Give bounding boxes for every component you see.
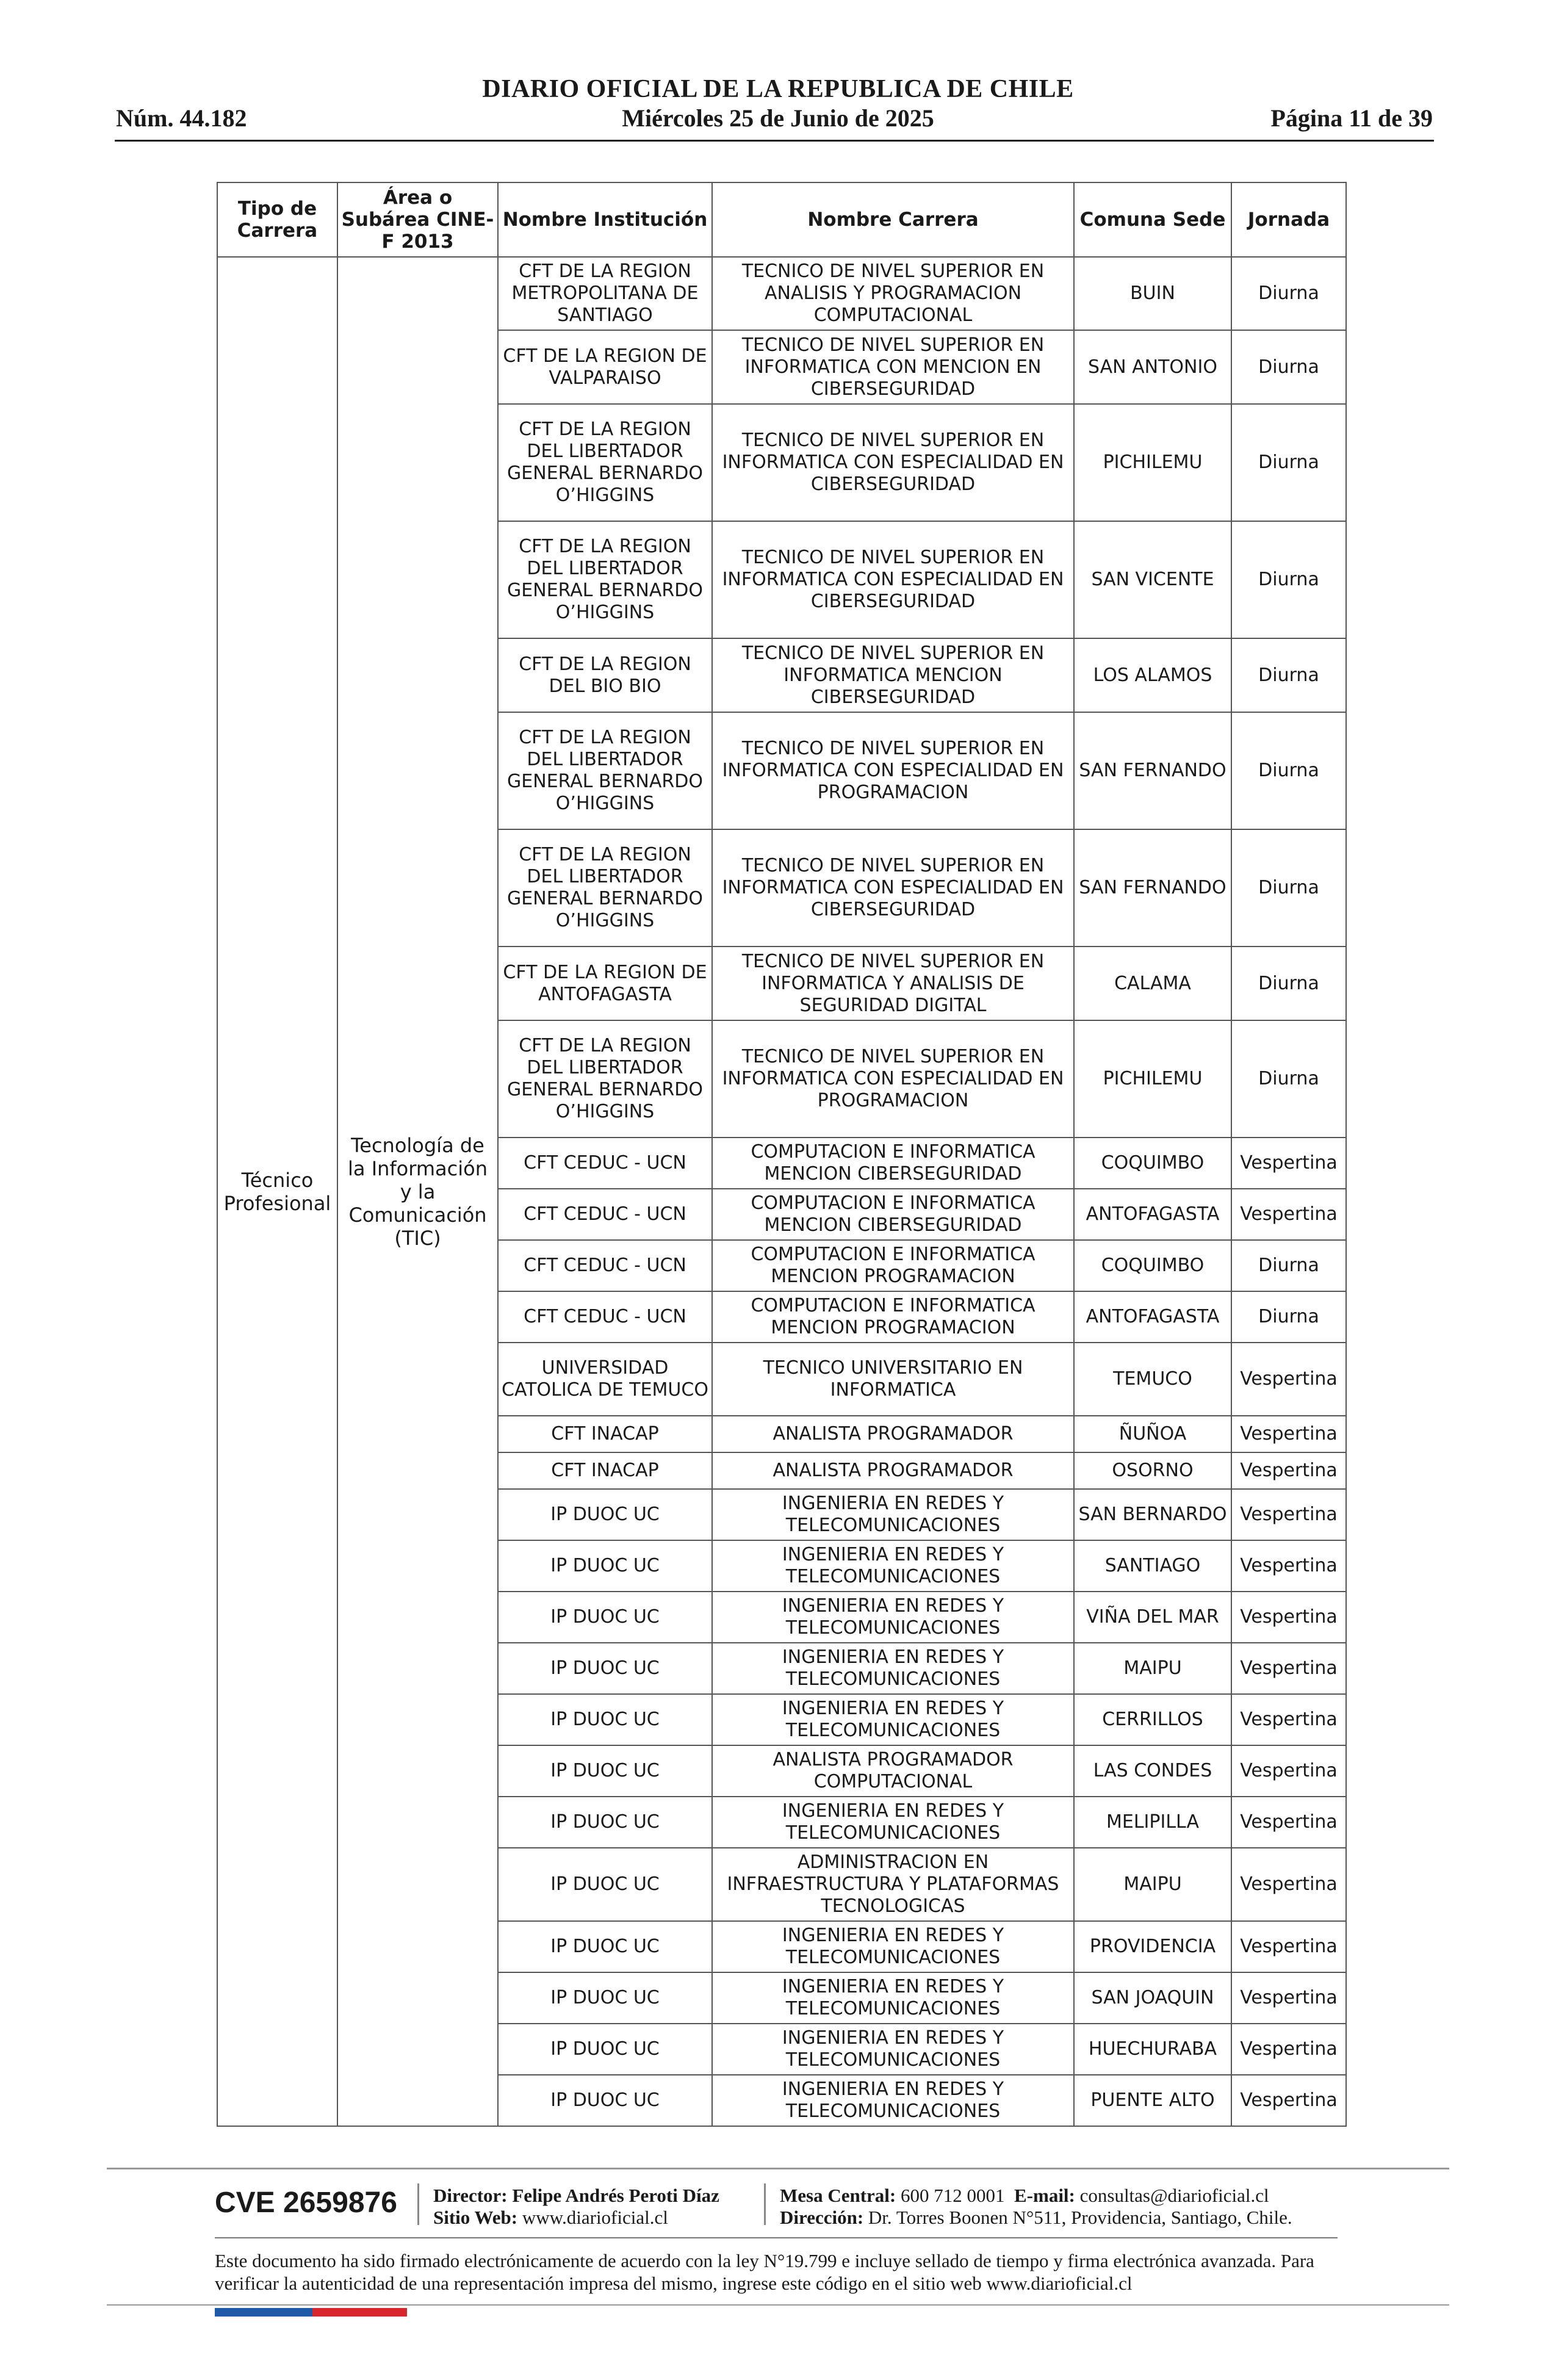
institucion-cell: IP DUOC UC (498, 1540, 712, 1592)
institucion-cell: IP DUOC UC (498, 1489, 712, 1540)
comuna-cell: VIÑA DEL MAR (1074, 1592, 1231, 1643)
comuna-cell: MAIPU (1074, 1848, 1231, 1921)
institucion-cell: IP DUOC UC (498, 2024, 712, 2075)
jornada-cell: Diurna (1231, 257, 1346, 330)
footer-contact-block (780, 2185, 1292, 2229)
carrera-cell: COMPUTACION E INFORMATICA MENCION CIBERSEGURIDAD (712, 1138, 1074, 1189)
institucion-cell: CFT CEDUC - UCN (498, 1291, 712, 1343)
email-label: E-mail: (1014, 2185, 1075, 2206)
web-label: Sitio Web: (433, 2207, 518, 2228)
issue-date: Miércoles 25 de Junio de 2025 (622, 104, 934, 132)
comuna-cell: SAN FERNANDO (1074, 829, 1231, 947)
direccion-text: Dr. Torres Boonen N°511, Providencia, Santiago, Chile. (868, 2207, 1292, 2228)
institucion-cell: IP DUOC UC (498, 1848, 712, 1921)
jornada-cell: Vespertina (1231, 1489, 1346, 1540)
institucion-cell: IP DUOC UC (498, 1694, 712, 1745)
carrera-cell: INGENIERIA EN REDES Y TELECOMUNICACIONES (712, 1489, 1074, 1540)
institucion-cell: CFT DE LA REGION DEL BIO BIO (498, 638, 712, 712)
jornada-cell: Vespertina (1231, 1643, 1346, 1694)
footer-divider (417, 2183, 419, 2225)
mesa-label: Mesa Central: (780, 2185, 896, 2206)
carrera-cell: COMPUTACION E INFORMATICA MENCION PROGRAMACION (712, 1291, 1074, 1343)
jornada-cell: Vespertina (1231, 2075, 1346, 2126)
col-header-carrera: Nombre Carrera (712, 182, 1074, 257)
jornada-cell: Vespertina (1231, 1343, 1346, 1416)
col-header-jornada: Jornada (1231, 182, 1346, 257)
jornada-cell: Vespertina (1231, 1694, 1346, 1745)
comuna-cell: PICHILEMU (1074, 404, 1231, 521)
institucion-cell: CFT INACAP (498, 1452, 712, 1489)
carrera-cell: INGENIERIA EN REDES Y TELECOMUNICACIONES (712, 1921, 1074, 1972)
institucion-cell: IP DUOC UC (498, 1921, 712, 1972)
carrera-cell: COMPUTACION E INFORMATICA MENCION CIBERSEGURIDAD (712, 1189, 1074, 1240)
comuna-cell: PROVIDENCIA (1074, 1921, 1231, 1972)
jornada-cell: Vespertina (1231, 1416, 1346, 1452)
carrera-cell: ANALISTA PROGRAMADOR COMPUTACIONAL (712, 1745, 1074, 1797)
footer-rule (107, 2168, 1449, 2169)
comuna-cell: SAN FERNANDO (1074, 712, 1231, 829)
institucion-cell: CFT DE LA REGION DEL LIBERTADOR GENERAL BERNARDO O’HIGGINS (498, 829, 712, 947)
comuna-cell: COQUIMBO (1074, 1138, 1231, 1189)
comuna-cell: OSORNO (1074, 1452, 1231, 1489)
comuna-cell: SAN VICENTE (1074, 521, 1231, 638)
footer-director-block (433, 2185, 719, 2229)
jornada-cell: Vespertina (1231, 1745, 1346, 1797)
comuna-cell: LOS ALAMOS (1074, 638, 1231, 712)
director-label: Director: (433, 2185, 508, 2206)
carrera-cell: INGENIERIA EN REDES Y TELECOMUNICACIONES (712, 2024, 1074, 2075)
col-header-area: Área o Subárea CINE-F 2013 (337, 182, 498, 257)
comuna-cell: BUIN (1074, 257, 1231, 330)
carrera-cell: COMPUTACION E INFORMATICA MENCION PROGRAMACION (712, 1240, 1074, 1291)
careers-table (217, 182, 1347, 2127)
carrera-cell: INGENIERIA EN REDES Y TELECOMUNICACIONES (712, 1694, 1074, 1745)
institucion-cell: CFT CEDUC - UCN (498, 1138, 712, 1189)
jornada-cell: Vespertina (1231, 1921, 1346, 1972)
email-link[interactable]: consultas@diarioficial.cl (1079, 2185, 1269, 2206)
jornada-cell: Diurna (1231, 404, 1346, 521)
director-name: Felipe Andrés Peroti Díaz (512, 2185, 719, 2206)
institucion-cell: CFT CEDUC - UCN (498, 1189, 712, 1240)
table-header-row (217, 182, 1346, 257)
carrera-cell: TECNICO DE NIVEL SUPERIOR EN INFORMATICA CON ESPECIALIDAD EN CIBERSEGURIDAD (712, 521, 1074, 638)
institucion-cell: IP DUOC UC (498, 1797, 712, 1848)
institucion-cell: CFT DE LA REGION DEL LIBERTADOR GENERAL BERNARDO O’HIGGINS (498, 404, 712, 521)
footer-rule (107, 2304, 1449, 2306)
tipo-carrera-cell: Técnico Profesional (217, 257, 337, 2126)
carrera-cell: TECNICO DE NIVEL SUPERIOR EN INFORMATICA CON MENCION EN CIBERSEGURIDAD (712, 330, 1074, 404)
table-row (217, 257, 1346, 330)
comuna-cell: PICHILEMU (1074, 1020, 1231, 1138)
carrera-cell: TECNICO DE NIVEL SUPERIOR EN INFORMATICA CON ESPECIALIDAD EN CIBERSEGURIDAD (712, 829, 1074, 947)
comuna-cell: SAN JOAQUIN (1074, 1972, 1231, 2024)
jornada-cell: Diurna (1231, 638, 1346, 712)
jornada-cell: Diurna (1231, 330, 1346, 404)
web-link[interactable]: www.diarioficial.cl (522, 2207, 668, 2228)
direccion-label: Dirección: (780, 2207, 864, 2228)
institucion-cell: CFT CEDUC - UCN (498, 1240, 712, 1291)
header-rule (115, 140, 1434, 142)
comuna-cell: PUENTE ALTO (1074, 2075, 1231, 2126)
carrera-cell: INGENIERIA EN REDES Y TELECOMUNICACIONES (712, 1592, 1074, 1643)
carrera-cell: INGENIERIA EN REDES Y TELECOMUNICACIONES (712, 1797, 1074, 1848)
jornada-cell: Diurna (1231, 1020, 1346, 1138)
institucion-cell: IP DUOC UC (498, 1972, 712, 2024)
jornada-cell: Vespertina (1231, 1138, 1346, 1189)
flag-stripe-red (312, 2308, 407, 2317)
institucion-cell: IP DUOC UC (498, 1643, 712, 1694)
jornada-cell: Diurna (1231, 1240, 1346, 1291)
comuna-cell: ÑUÑOA (1074, 1416, 1231, 1452)
flag-stripe-blue (215, 2308, 312, 2317)
institucion-cell: IP DUOC UC (498, 1592, 712, 1643)
jornada-cell: Vespertina (1231, 1540, 1346, 1592)
institucion-cell: CFT DE LA REGION METROPOLITANA DE SANTIAGO (498, 257, 712, 330)
carrera-cell: TECNICO DE NIVEL SUPERIOR EN INFORMATICA CON ESPECIALIDAD EN CIBERSEGURIDAD (712, 404, 1074, 521)
comuna-cell: SANTIAGO (1074, 1540, 1231, 1592)
jornada-cell: Vespertina (1231, 1848, 1346, 1921)
jornada-cell: Vespertina (1231, 1972, 1346, 2024)
area-cell: Tecnología de la Información y la Comunicación (TIC) (337, 257, 498, 2126)
footer-divider (764, 2183, 766, 2225)
carrera-cell: TECNICO DE NIVEL SUPERIOR EN INFORMATICA CON ESPECIALIDAD EN PROGRAMACION (712, 712, 1074, 829)
comuna-cell: MAIPU (1074, 1643, 1231, 1694)
carrera-cell: INGENIERIA EN REDES Y TELECOMUNICACIONES (712, 1540, 1074, 1592)
carrera-cell: ANALISTA PROGRAMADOR (712, 1416, 1074, 1452)
page-indicator: Página 11 de 39 (1270, 104, 1433, 132)
carrera-cell: TECNICO DE NIVEL SUPERIOR EN INFORMATICA CON ESPECIALIDAD EN PROGRAMACION (712, 1020, 1074, 1138)
jornada-cell: Vespertina (1231, 2024, 1346, 2075)
col-header-comuna: Comuna Sede (1074, 182, 1231, 257)
institucion-cell: IP DUOC UC (498, 2075, 712, 2126)
comuna-cell: HUECHURABA (1074, 2024, 1231, 2075)
comuna-cell: CALAMA (1074, 947, 1231, 1020)
col-header-institucion: Nombre Institución (498, 182, 712, 257)
institucion-cell: UNIVERSIDAD CATOLICA DE TEMUCO (498, 1343, 712, 1416)
table-body (217, 257, 1346, 2126)
cve-code: CVE 2659876 (215, 2187, 397, 2219)
institucion-cell: IP DUOC UC (498, 1745, 712, 1797)
jornada-cell: Diurna (1231, 1291, 1346, 1343)
institucion-cell: CFT DE LA REGION DE ANTOFAGASTA (498, 947, 712, 1020)
carrera-cell: INGENIERIA EN REDES Y TELECOMUNICACIONES (712, 1643, 1074, 1694)
carrera-cell: TECNICO DE NIVEL SUPERIOR EN INFORMATICA Y ANALISIS DE SEGURIDAD DIGITAL (712, 947, 1074, 1020)
comuna-cell: MELIPILLA (1074, 1797, 1231, 1848)
carrera-cell: ANALISTA PROGRAMADOR (712, 1452, 1074, 1489)
jornada-cell: Diurna (1231, 712, 1346, 829)
carrera-cell: ADMINISTRACION EN INFRAESTRUCTURA Y PLATAFORMAS TECNOLOGICAS (712, 1848, 1074, 1921)
comuna-cell: ANTOFAGASTA (1074, 1189, 1231, 1240)
jornada-cell: Vespertina (1231, 1592, 1346, 1643)
footer-rule (215, 2237, 1338, 2238)
jornada-cell: Diurna (1231, 829, 1346, 947)
jornada-cell: Vespertina (1231, 1452, 1346, 1489)
jornada-cell: Vespertina (1231, 1797, 1346, 1848)
institucion-cell: CFT DE LA REGION DEL LIBERTADOR GENERAL BERNARDO O’HIGGINS (498, 1020, 712, 1138)
carrera-cell: INGENIERIA EN REDES Y TELECOMUNICACIONES (712, 1972, 1074, 2024)
jornada-cell: Diurna (1231, 947, 1346, 1020)
institucion-cell: CFT DE LA REGION DE VALPARAISO (498, 330, 712, 404)
comuna-cell: COQUIMBO (1074, 1240, 1231, 1291)
comuna-cell: LAS CONDES (1074, 1745, 1231, 1797)
jornada-cell: Vespertina (1231, 1189, 1346, 1240)
col-header-tipo: Tipo de Carrera (217, 182, 337, 257)
carrera-cell: TECNICO UNIVERSITARIO EN INFORMATICA (712, 1343, 1074, 1416)
comuna-cell: SAN ANTONIO (1074, 330, 1231, 404)
institucion-cell: CFT DE LA REGION DEL LIBERTADOR GENERAL BERNARDO O’HIGGINS (498, 521, 712, 638)
issue-number: Núm. 44.182 (116, 104, 247, 132)
comuna-cell: SAN BERNARDO (1074, 1489, 1231, 1540)
newspaper-title: DIARIO OFICIAL DE LA REPUBLICA DE CHILE (482, 75, 1074, 103)
institucion-cell: CFT DE LA REGION DEL LIBERTADOR GENERAL BERNARDO O’HIGGINS (498, 712, 712, 829)
institucion-cell: CFT INACAP (498, 1416, 712, 1452)
carrera-cell: TECNICO DE NIVEL SUPERIOR EN INFORMATICA MENCION CIBERSEGURIDAD (712, 638, 1074, 712)
comuna-cell: TEMUCO (1074, 1343, 1231, 1416)
carrera-cell: INGENIERIA EN REDES Y TELECOMUNICACIONES (712, 2075, 1074, 2126)
comuna-cell: ANTOFAGASTA (1074, 1291, 1231, 1343)
mesa-phone: 600 712 0001 (901, 2185, 1005, 2206)
carrera-cell: TECNICO DE NIVEL SUPERIOR EN ANALISIS Y PROGRAMACION COMPUTACIONAL (712, 257, 1074, 330)
jornada-cell: Diurna (1231, 521, 1346, 638)
legal-notice: Este documento ha sido firmado electrónicamente de acuerdo con la ley N°19.799 e incluye sellado de tiempo y firma electrónica avanzada. Para verificar la autenticidad de una representación impresa del mismo, ingrese este código en el sitio web www.diarioficial.cl (215, 2250, 1314, 2294)
comuna-cell: CERRILLOS (1074, 1694, 1231, 1745)
